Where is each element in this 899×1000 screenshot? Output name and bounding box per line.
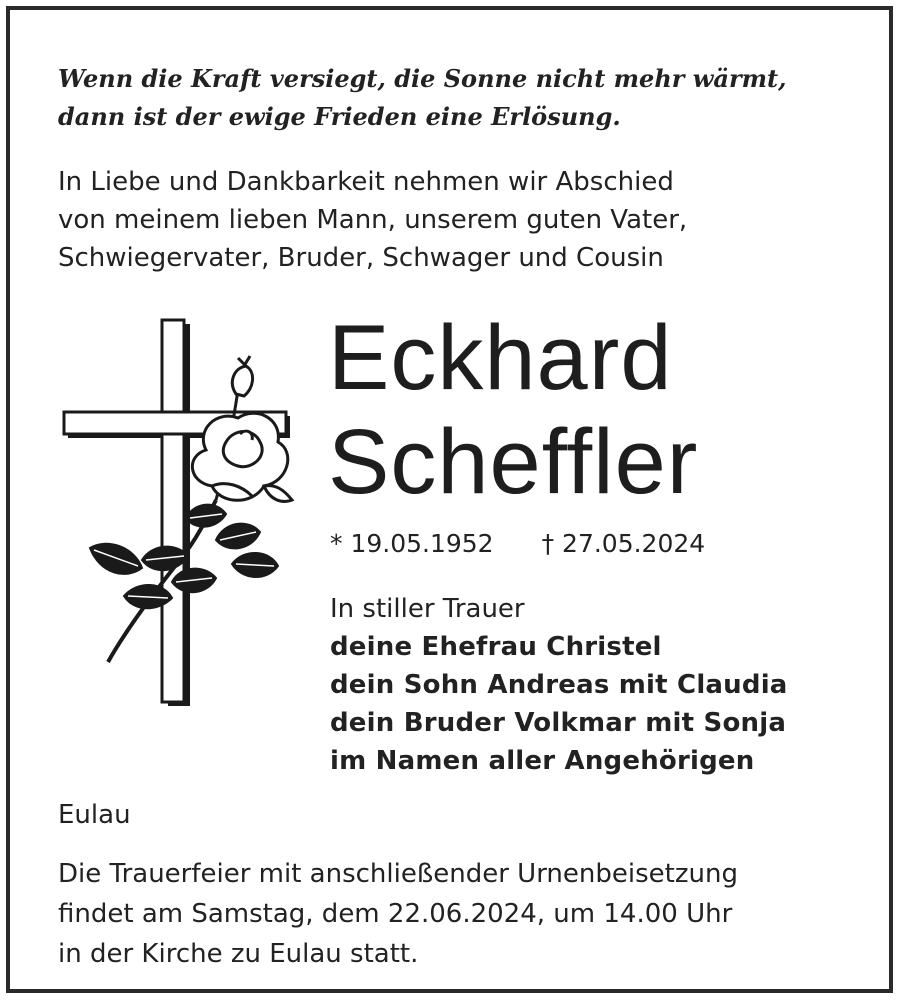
motto-quote bbox=[58, 60, 786, 136]
farewell-line: von meinem lieben Mann, unserem guten Vater, bbox=[58, 205, 688, 235]
death-date: † 27.05.2024 bbox=[541, 529, 706, 558]
obituary-frame bbox=[6, 6, 893, 993]
life-dates bbox=[330, 526, 705, 562]
mourner-name: im Namen aller Angehörigen bbox=[330, 746, 755, 776]
birth-date: * 19.05.1952 bbox=[330, 529, 494, 558]
farewell-text bbox=[58, 163, 687, 277]
mourners-block bbox=[330, 590, 788, 780]
cross-with-rose-icon bbox=[56, 310, 296, 710]
mourning-heading: In stiller Trauer bbox=[330, 594, 525, 624]
service-line: in der Kirche zu Eulau statt. bbox=[58, 939, 419, 969]
mourner-name: dein Bruder Volkmar mit Sonja bbox=[330, 708, 787, 738]
service-info bbox=[58, 854, 738, 974]
mourner-name: deine Ehefrau Christel bbox=[330, 632, 662, 662]
motto-line: dann ist der ewige Frieden eine Erlösung. bbox=[58, 102, 621, 131]
service-line: findet am Samstag, dem 22.06.2024, um 14.00 Uhr bbox=[58, 899, 733, 929]
place-name: Eulau bbox=[58, 800, 131, 830]
first-name: Eckhard bbox=[328, 307, 673, 409]
service-line: Die Trauerfeier mit anschließender Urnenbeisetzung bbox=[58, 859, 738, 889]
deceased-name bbox=[328, 306, 698, 514]
farewell-line: In Liebe und Dankbarkeit nehmen wir Abschied bbox=[58, 167, 674, 197]
farewell-line: Schwiegervater, Bruder, Schwager und Cousin bbox=[58, 243, 664, 273]
last-name: Scheffler bbox=[328, 411, 699, 513]
mourner-name: dein Sohn Andreas mit Claudia bbox=[330, 670, 788, 700]
motto-line: Wenn die Kraft versiegt, die Sonne nicht mehr wärmt, bbox=[58, 64, 787, 93]
